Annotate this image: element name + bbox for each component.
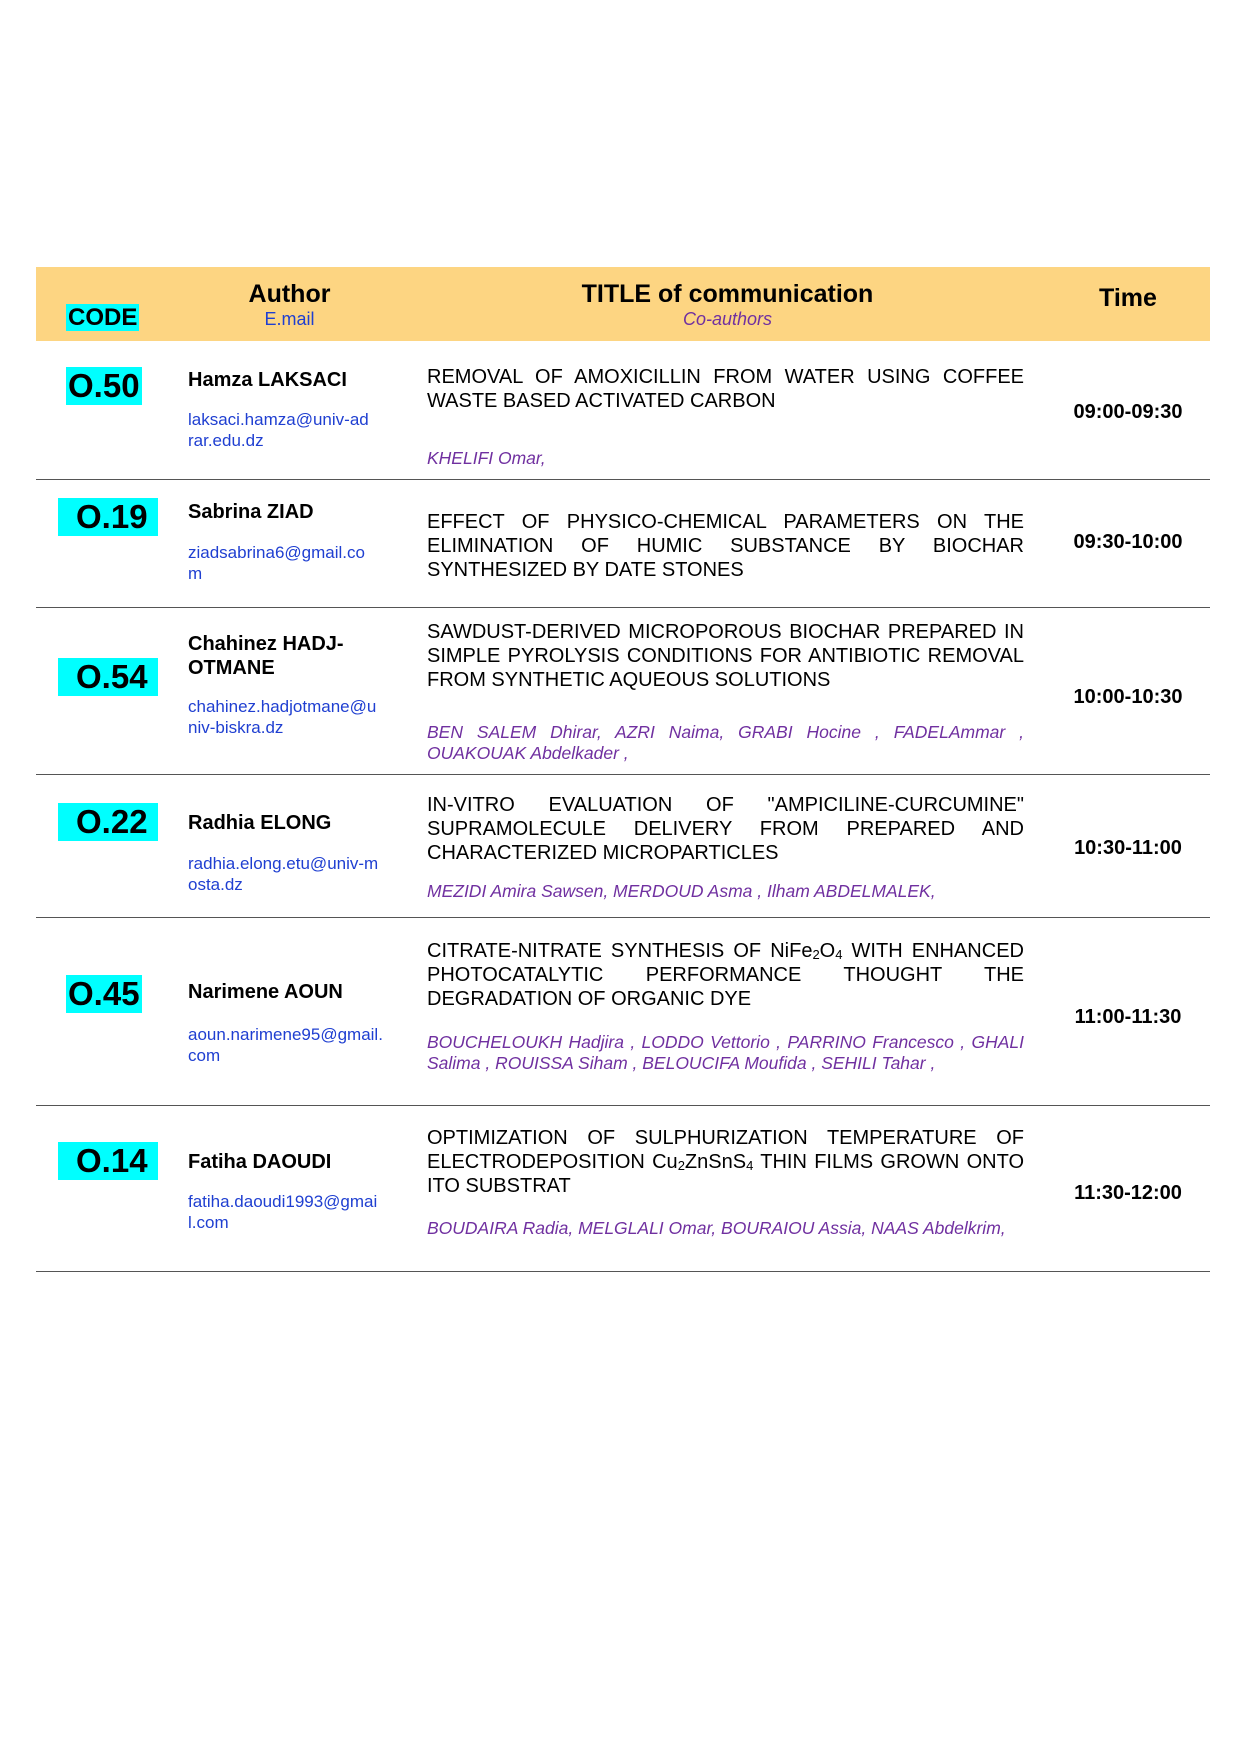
- header-email: E.mail: [264, 309, 315, 329]
- title-cell: [409, 936, 1046, 1105]
- header-code-cell: [36, 267, 170, 341]
- session-code: O.50: [68, 367, 140, 404]
- coauthors: BOUCHELOUKH Hadjira , LODDO Vettorio , PARRINO Francesco , GHALI Salima , ROUISSA Siham , BELOUCIFA Moufida , SEHILI Tahar ,: [427, 1032, 1024, 1073]
- author-name: Narimene AOUN: [188, 981, 343, 1003]
- communication-title: SAWDUST-DERIVED MICROPOROUS BIOCHAR PREPARED IN SIMPLE PYROLYSIS CONDITIONS FOR ANTIBIOTIC REMOVAL FROM SYNTHETIC AQUEOUS SOLUTIONS: [427, 621, 1024, 691]
- time-slot: 11:30-12:00: [1074, 1181, 1182, 1204]
- title-text: ZnSnS: [684, 1150, 747, 1173]
- communication-title: EFFECT OF PHYSICO-CHEMICAL PARAMETERS ON THE ELIMINATION OF HUMIC SUBSTANCE BY BIOCHAR SYNTHESIZED BY DATE STONES: [427, 510, 1024, 581]
- table-row: [36, 936, 1210, 1105]
- time-cell: [1046, 359, 1210, 479]
- author-name: Hamza LAKSACI: [188, 369, 347, 391]
- title-cell: [409, 498, 1046, 608]
- author-cell: [170, 936, 409, 1105]
- header-time-cell: [1046, 267, 1210, 341]
- code-cell: [36, 1124, 170, 1272]
- table-row: [36, 498, 1210, 608]
- author-name: Radhia ELONG: [188, 811, 332, 834]
- title-subscript: 4: [835, 947, 843, 962]
- communication-title: REMOVAL OF AMOXICILLIN FROM WATER USING COFFEE WASTE BASED ACTIVATED CARBON: [427, 366, 1024, 412]
- title-cell: [409, 1124, 1046, 1272]
- title-text: THIN FILMS GROWN ONTO ITO SUBSTRAT: [427, 1150, 1024, 1197]
- schedule-table: [36, 267, 1210, 1272]
- time-slot: 10:30-11:00: [1074, 836, 1182, 859]
- session-code: O.54: [58, 658, 158, 696]
- time-slot: 10:00-10:30: [1073, 686, 1183, 708]
- session-code: O.14: [58, 1142, 158, 1180]
- author-cell: [170, 359, 409, 479]
- communication-title: IN-VITRO EVALUATION OF "AMPICILINE-CURCUMINE" SUPRAMOLECULE DELIVERY FROM PREPARED AND CHARACTERIZED MICROPARTICLES: [427, 793, 1024, 864]
- time-slot: 09:00-09:30: [1073, 401, 1183, 423]
- title-cell: [409, 621, 1046, 774]
- coauthors: KHELIFI Omar,: [427, 448, 546, 468]
- author-cell: [170, 793, 409, 918]
- author-cell: [170, 498, 409, 608]
- title-cell: [409, 359, 1046, 479]
- title-text: OPTIMIZATION OF SULPHURIZATION TEMPERATURE OF ELECTRODEPOSITION Cu: [427, 1126, 1024, 1173]
- header-author-cell: [170, 267, 409, 341]
- session-code: O.19: [58, 498, 158, 536]
- title-subscript: 2: [677, 1157, 685, 1173]
- time-cell: [1046, 498, 1210, 608]
- table-row: [36, 626, 1210, 774]
- author-email[interactable]: fatiha.daoudi1993@gmail.com: [188, 1191, 378, 1232]
- code-cell: [36, 936, 170, 1105]
- author-name: Sabrina ZIAD: [188, 500, 314, 523]
- title-subscript: 2: [812, 947, 820, 962]
- header-title: TITLE of communication: [581, 280, 874, 308]
- communication-title: [427, 939, 1024, 1011]
- code-cell: [36, 793, 170, 918]
- title-text: O: [819, 940, 836, 962]
- title-text: WITH ENHANCED PHOTOCATALYTIC PERFORMANCE THOUGHT THE DEGRADATION OF ORGANIC DYE: [427, 940, 1024, 1010]
- code-cell: [36, 359, 170, 479]
- author-email[interactable]: radhia.elong.etu@univ-mosta.dz: [188, 853, 379, 894]
- coauthors: BOUDAIRA Radia, MELGLALI Omar, BOURAIOU Assia, NAAS Abdelkrim,: [427, 1217, 1006, 1238]
- time-cell: [1046, 936, 1210, 1105]
- code-cell: [36, 498, 170, 608]
- session-code: O.45: [68, 975, 140, 1012]
- header-time: Time: [1099, 284, 1157, 312]
- author-cell: [170, 626, 409, 774]
- header-code: CODE: [68, 304, 138, 331]
- table-row: [36, 793, 1210, 918]
- time-slot: 11:00-11:30: [1074, 1006, 1182, 1028]
- session-code: O.22: [58, 803, 158, 841]
- header-author: Author: [248, 280, 331, 308]
- time-slot: 09:30-10:00: [1073, 530, 1183, 553]
- time-cell: [1046, 793, 1210, 918]
- communication-title: [427, 1126, 1024, 1198]
- author-cell: [170, 1124, 409, 1272]
- header-title-cell: [409, 267, 1046, 341]
- title-cell: [409, 793, 1046, 918]
- title-text: CITRATE-NITRATE SYNTHESIS OF NiFe: [427, 940, 813, 962]
- header-row: [36, 267, 1210, 341]
- title-subscript: 4: [746, 1157, 754, 1173]
- table-row: [36, 1124, 1210, 1272]
- author-name: Chahinez HADJ-OTMANE: [188, 633, 344, 679]
- coauthors: MEZIDI Amira Sawsen, MERDOUD Asma , Ilham ABDELMALEK,: [427, 880, 936, 901]
- code-cell: [36, 626, 170, 774]
- author-email[interactable]: chahinez.hadjotmane@univ-biskra.dz: [188, 697, 377, 737]
- author-email[interactable]: laksaci.hamza@univ-adrar.edu.dz: [188, 410, 369, 450]
- header-coauthors: Co-authors: [682, 309, 773, 329]
- author-email[interactable]: ziadsabrina6@gmail.com: [188, 542, 365, 583]
- author-name: Fatiha DAOUDI: [188, 1150, 332, 1173]
- table-row: [36, 359, 1210, 479]
- time-cell: [1046, 626, 1210, 774]
- coauthors: BEN SALEM Dhirar, AZRI Naima, GRABI Hocine , FADELAmmar , OUAKOUAK Abdelkader ,: [427, 722, 1024, 763]
- time-cell: [1046, 1124, 1210, 1272]
- author-email[interactable]: aoun.narimene95@gmail.com: [188, 1025, 383, 1065]
